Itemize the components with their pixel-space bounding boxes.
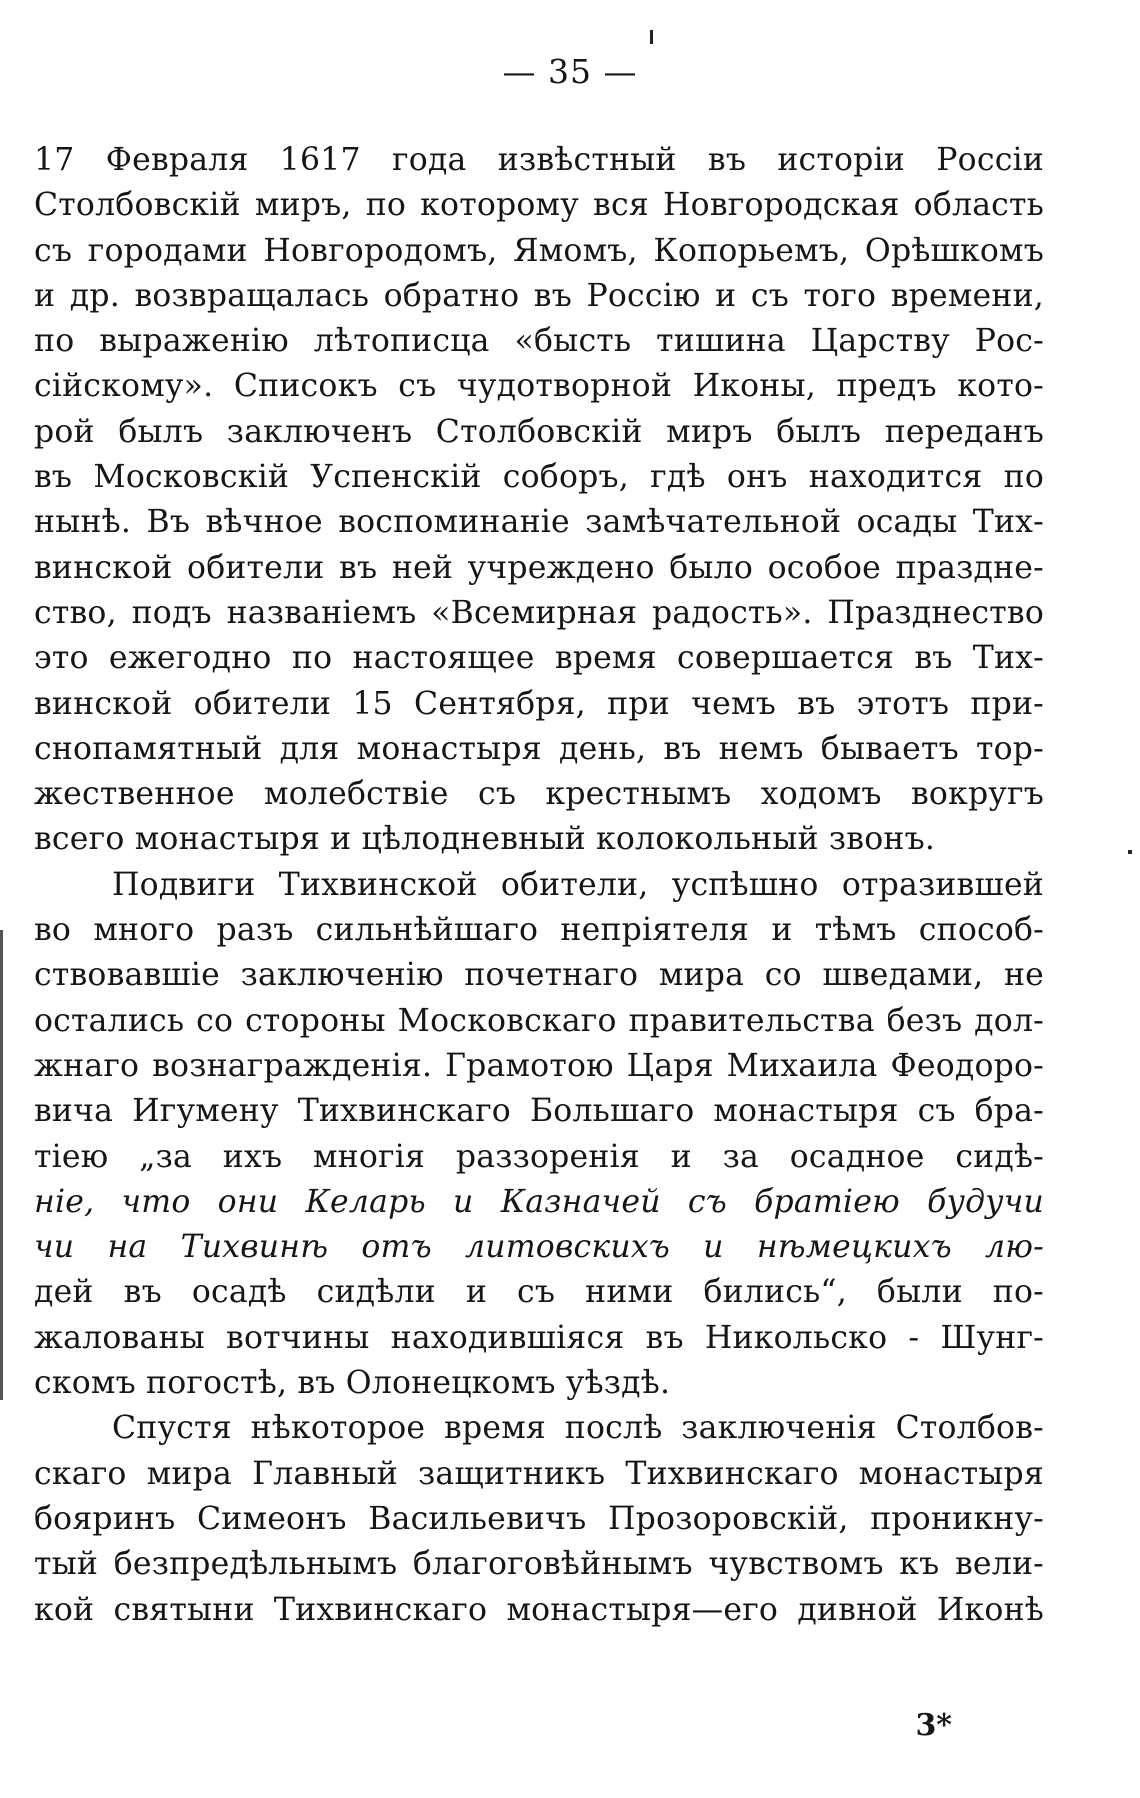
text-line: 17 Февраля 1617 года извѣстный въ исторіи Россіи xyxy=(34,142,1044,178)
text-line: во много разъ сильнѣйшаго непріятеля и тѣмъ способ- xyxy=(34,912,1044,949)
quoted-text-line: ніе, что они Келарь и Казначей съ братіею будучи xyxy=(34,1183,1044,1220)
text-line: рой былъ заключенъ Столбовскій миръ былъ переданъ xyxy=(34,413,1044,450)
text-line: дей въ осадѣ сидѣли и съ ними бились“, были по- xyxy=(34,1274,1044,1311)
text-line: скомъ погостѣ, въ Олонецкомъ уѣздѣ. xyxy=(34,1365,671,1402)
text-line: это ежегодно по настоящее время совершается въ Тих- xyxy=(34,640,1044,677)
text-line: бояринъ Симеонъ Васильевичъ Прозоровскій, проникну- xyxy=(34,1500,1044,1537)
text-line: Спустя нѣкоторое время послѣ заключенія Столбов- xyxy=(112,1410,1044,1447)
page-number: — 35 — xyxy=(502,52,638,91)
print-mark xyxy=(650,30,653,44)
text-line: всего монастыря и цѣлодневный колокольный звонъ. xyxy=(34,821,936,858)
text-line: и др. возвращалась обратно въ Россію и съ того времени, xyxy=(34,277,1044,314)
text-line: тый безпредѣльнымъ благоговѣйнымъ чувствомъ къ вели- xyxy=(34,1546,1044,1583)
text-line: жнаго вознагражденія. Грамотою Царя Михаила Феодоро- xyxy=(34,1047,1044,1084)
scan-speck xyxy=(1128,850,1132,854)
signature-mark: 3* xyxy=(915,1708,952,1743)
text-line: въ Московскій Успенскій соборъ, гдѣ онъ находится по xyxy=(34,459,1044,496)
text-line: жалованы вотчины находившіяся въ Никольско - Шунг- xyxy=(34,1319,1044,1356)
text-line: вича Игумену Тихвинскаго Большаго монастыря съ бра- xyxy=(34,1093,1044,1130)
text-line: Столбовскій миръ, по которому вся Новгородская область xyxy=(34,187,1044,224)
text-line: жественное молебствіе съ крестнымъ ходомъ вокругъ xyxy=(34,776,1044,813)
text-line: по выраженію лѣтописца «бысть тишина Царству Рос- xyxy=(34,323,1044,360)
body-text xyxy=(34,138,1044,1633)
text-line: винской обители 15 Сентября, при чемъ въ этотъ при- xyxy=(34,685,1044,722)
text-line: сійскому». Списокъ съ чудотворной Иконы, предъ кото- xyxy=(34,368,1044,405)
text-line: снопамятный для монастыря день, въ немъ бываетъ тор- xyxy=(34,730,1044,767)
text-line: тіею „за ихъ многія раззоренія и за осадное сидѣ- xyxy=(34,1138,1044,1175)
text-line: нынѣ. Въ вѣчное воспоминаніе замѣчательной осады Тих- xyxy=(34,504,1044,541)
text-line: остались со стороны Московскаго правительства безъ дол- xyxy=(34,1002,1044,1039)
text-line: ство, подъ названіемъ «Всемирная радость». Празднество xyxy=(34,594,1044,631)
text-line: ствовавшіе заключенію почетнаго мира со шведами, не xyxy=(34,957,1044,994)
text-line: винской обители въ ней учреждено было особое праздне- xyxy=(34,549,1044,586)
quoted-text-line: чи на Тихвинѣ отъ литовскихъ и нѣмецкихъ лю- xyxy=(34,1229,1044,1266)
text-line: кой святыни Тихвинскаго монастыря—его дивной Иконѣ xyxy=(34,1591,1044,1628)
scan-edge-mark xyxy=(0,930,3,1400)
text-line: съ городами Новгородомъ, Ямомъ, Копорьемъ, Орѣшкомъ xyxy=(34,232,1044,269)
text-line: Подвиги Тихвинской обители, успѣшно отразившей xyxy=(112,866,1044,903)
text-line: скаго мира Главный защитникъ Тихвинскаго монастыря xyxy=(34,1455,1044,1492)
